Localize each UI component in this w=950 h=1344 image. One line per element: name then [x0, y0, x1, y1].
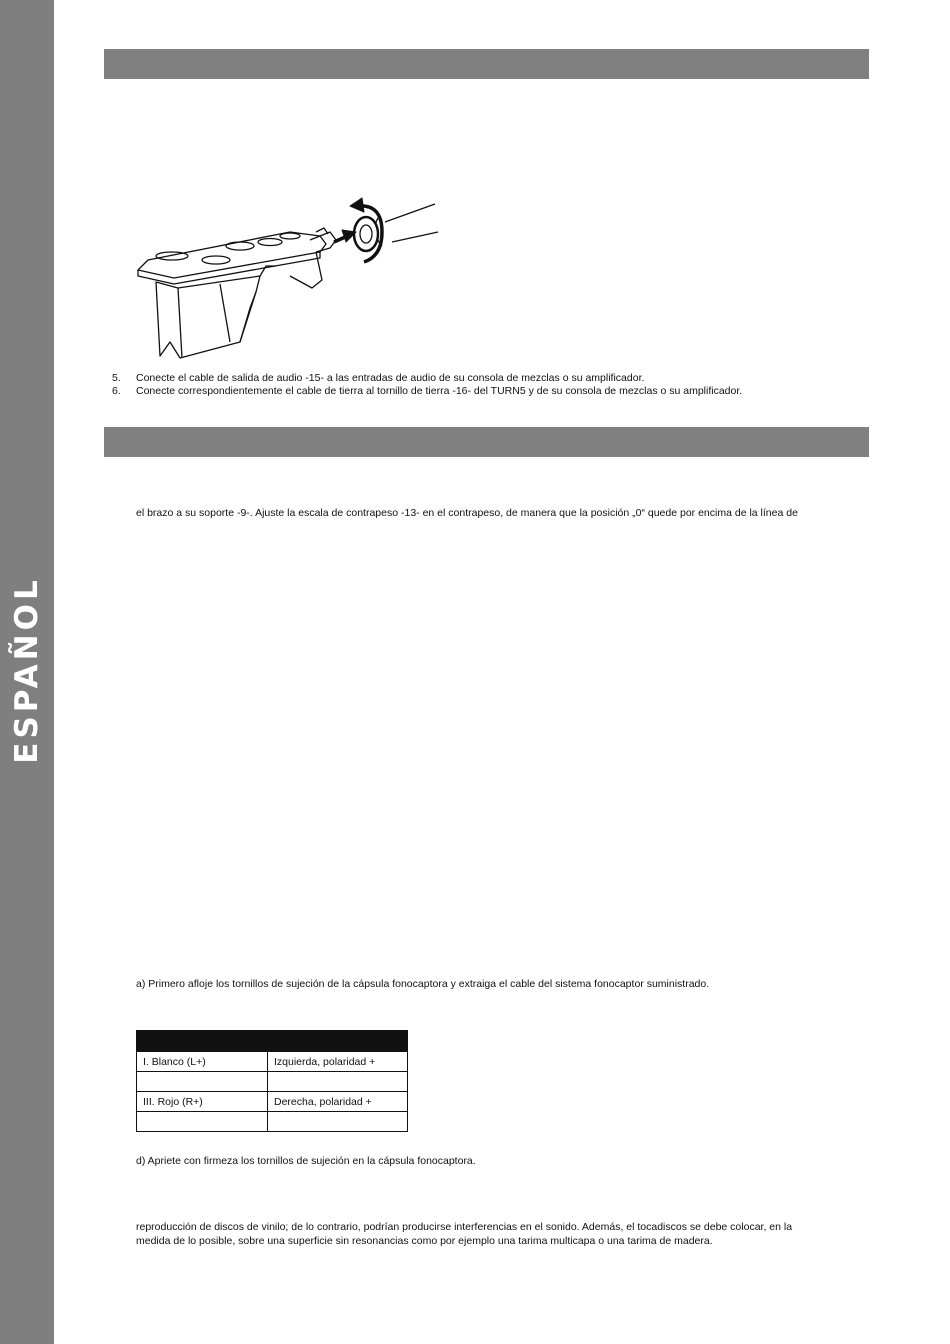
- language-label: ESPAÑOL: [9, 576, 45, 764]
- step-a-text: a) Primero afloje los tornillos de sujeción de la cápsula fonocaptora y extraiga el cable del sistema fonocaptor suministrado.: [136, 978, 710, 990]
- table-row: [137, 1092, 408, 1112]
- step-text: Conecte correspondientemente el cable de tierra al tornillo de tierra -16- del TURN5 y de su consola de mezclas o su amplificador.: [136, 385, 743, 397]
- wiring-table: [136, 1030, 408, 1132]
- table-cell: I. Blanco (L+): [137, 1052, 268, 1072]
- table-cell: [137, 1112, 268, 1132]
- closing-line-2: medida de lo posible, sobre una superficie sin resonancias como por ejemplo una tarima multicapa o una tarima de madera.: [136, 1235, 713, 1247]
- counterweight-paragraph: el brazo a su soporte -9-. Ajuste la escala de contrapeso -13- en el contrapeso, de manera que la posición „0“ quede por encima de la línea de: [136, 507, 798, 519]
- table-row: [137, 1052, 408, 1072]
- table-cell: III. Rojo (R+): [137, 1092, 268, 1112]
- closing-line-1: reproducción de discos de vinilo; de lo contrario, podrían producirse interferencias en el sonido. Además, el tocadiscos se debe colocar, en la: [136, 1221, 793, 1233]
- section-header-bar-1: [104, 49, 869, 79]
- table-cell: [137, 1072, 268, 1092]
- table-cell: [268, 1072, 408, 1092]
- table-header-row: [137, 1031, 408, 1052]
- table-row: [137, 1072, 408, 1092]
- table-cell: Izquierda, polaridad +: [268, 1052, 408, 1072]
- table-header-cell: [268, 1031, 408, 1052]
- step-number: 5.: [112, 372, 121, 384]
- section-header-bar-2: [104, 427, 869, 457]
- step-number: 6.: [112, 385, 121, 397]
- step-text: Conecte el cable de salida de audio -15- a las entradas de audio de su consola de mezclas o su amplificador.: [136, 372, 645, 384]
- table-row: [137, 1112, 408, 1132]
- headshell-mounting-illustration: [130, 192, 440, 362]
- table-cell: [268, 1112, 408, 1132]
- table-cell: Derecha, polaridad +: [268, 1092, 408, 1112]
- language-sidebar: [0, 0, 54, 1344]
- table-header-cell: [137, 1031, 268, 1052]
- step-d-text: d) Apriete con firmeza los tornillos de sujeción en la cápsula fonocaptora.: [136, 1155, 476, 1167]
